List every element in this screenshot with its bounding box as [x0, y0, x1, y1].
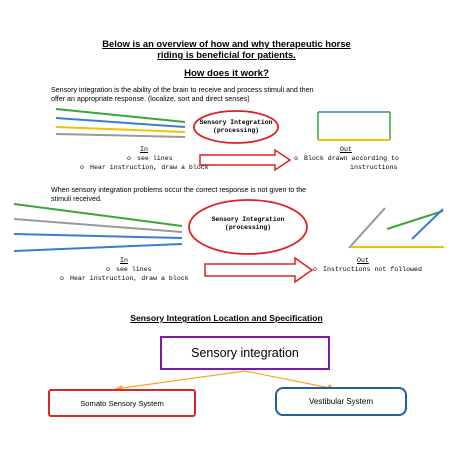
panel1-oval-label	[194, 119, 278, 135]
panel1-in-item-1: o see lines	[127, 155, 173, 162]
bullet: o	[313, 266, 317, 273]
panel1-out-item-1: o Block drawn according to	[294, 155, 399, 162]
intro-line-1: Sensory integration is the ability of the brain to receive and process stimuli and then	[51, 86, 314, 94]
panel1-in-label: In	[140, 146, 148, 153]
left-box	[48, 389, 196, 417]
bullet: o	[60, 275, 64, 282]
bullet: o	[127, 155, 131, 162]
panel1-arrow	[200, 150, 290, 170]
bullet: o	[80, 164, 84, 171]
left-box-label: Somato Sensory System	[80, 398, 164, 408]
panel2-output-lines	[349, 208, 444, 248]
panel1-oval-line-2: (processing)	[212, 127, 260, 134]
panel1-output-block	[318, 112, 390, 140]
root-box-label: Sensory integration	[191, 346, 299, 360]
right-box-label: Vestibular System	[308, 397, 374, 406]
panel2-oval-label	[198, 216, 298, 232]
panel2-in-item-2: o Hear instruction, draw a block	[60, 275, 189, 282]
problem-line-1: When sensory integration problems occur the correct response is not given to the	[51, 186, 307, 194]
panel1-out-item-1-cont: instructions	[350, 164, 398, 171]
panel2-in-label: In	[120, 257, 128, 264]
root-box	[160, 336, 330, 370]
bullet: o	[106, 266, 110, 273]
title-line-2: riding is beneficial for patients.	[157, 49, 296, 60]
panel1-oval-line-1: Sensory Integration	[199, 119, 273, 126]
panel2-out-label: Out	[357, 257, 369, 264]
title-line-1: Below is an overview of how and why therapeutic horse	[102, 38, 351, 49]
panel1-input-lines	[56, 109, 185, 137]
panel2-in-item-1: o see lines	[106, 266, 152, 273]
panel1-line-yellow	[56, 127, 185, 132]
section-heading: Sensory Integration Location and Specification	[130, 313, 323, 323]
panel2-oval-line-2: (processing)	[224, 224, 272, 231]
panel2-oval-line-1: Sensory Integration	[211, 216, 285, 223]
panel2-input-lines	[14, 204, 182, 251]
bullet: o	[294, 155, 298, 162]
problem-paragraph	[51, 186, 411, 203]
panel1-in-item-2: o Hear instruction, draw a block	[80, 164, 209, 171]
panel2-out-item-1: o Instructions not followed	[313, 266, 422, 273]
intro-line-2: offer an appropriate response. (localize, sort and direct senses)	[51, 94, 250, 103]
problem-line-2: stimuli received.	[51, 194, 102, 203]
panel1-out-label: Out	[340, 146, 352, 153]
right-box	[275, 387, 407, 416]
panel2-arrow	[205, 258, 312, 282]
panel1-line-grey	[56, 134, 185, 137]
section-subtitle: How does it work?	[184, 68, 269, 79]
